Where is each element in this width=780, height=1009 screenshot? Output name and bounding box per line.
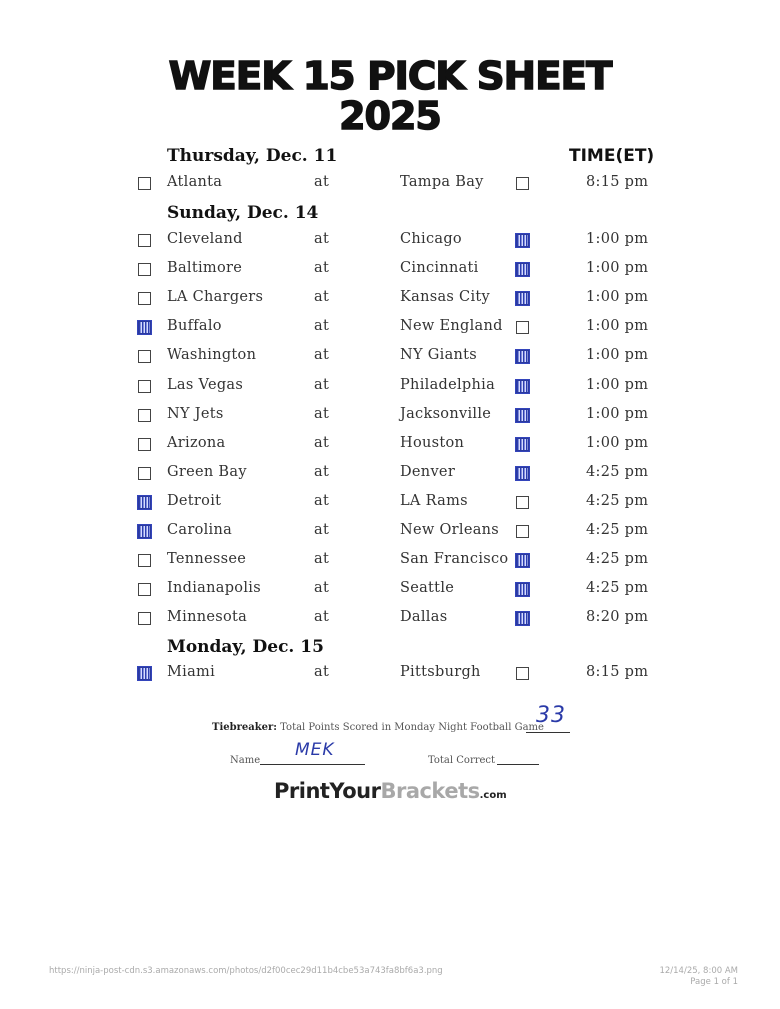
name-label: Name (230, 755, 261, 766)
at-label: at (314, 318, 330, 334)
at-label: at (314, 289, 330, 305)
at-label: at (314, 522, 330, 538)
day-header: Monday, Dec. 15 (167, 637, 324, 657)
away-team: Miami (167, 664, 216, 680)
sheet-title: WEEK 15 PICK SHEET (168, 54, 612, 98)
home-pick-checkbox[interactable] (516, 467, 529, 480)
away-pick-checkbox[interactable] (138, 380, 151, 393)
name-value: MEK (295, 740, 335, 760)
at-label: at (314, 664, 330, 680)
home-pick-checkbox[interactable] (516, 177, 529, 190)
home-team: San Francisco (400, 551, 509, 567)
home-team: LA Rams (400, 493, 468, 509)
sheet-year: 2025 (339, 94, 441, 138)
away-team: Tennessee (167, 551, 247, 567)
home-pick-checkbox[interactable] (516, 292, 529, 305)
away-pick-checkbox[interactable] (138, 438, 151, 451)
home-team: Philadelphia (400, 377, 496, 393)
home-pick-checkbox[interactable] (516, 438, 529, 451)
at-label: at (314, 551, 330, 567)
tiebreaker-title: Tiebreaker: (212, 722, 277, 733)
game-time: 1:00 pm (586, 260, 649, 276)
brand-logo (274, 779, 507, 803)
home-team: Dallas (400, 609, 448, 625)
game-time: 4:25 pm (586, 580, 649, 596)
away-pick-checkbox[interactable] (138, 263, 151, 276)
time-column-header: TIME(ET) (569, 146, 655, 166)
home-pick-checkbox[interactable] (516, 525, 529, 538)
game-row (0, 231, 780, 253)
away-team: Atlanta (167, 174, 223, 190)
game-time: 1:00 pm (586, 406, 649, 422)
game-row (0, 377, 780, 399)
tiebreaker-label (212, 722, 544, 733)
brand-part-1: PrintYour (274, 779, 381, 803)
game-time: 1:00 pm (586, 231, 649, 247)
game-row (0, 522, 780, 544)
away-pick-checkbox[interactable] (138, 525, 151, 538)
home-pick-checkbox[interactable] (516, 234, 529, 247)
away-pick-checkbox[interactable] (138, 496, 151, 509)
away-pick-checkbox[interactable] (138, 583, 151, 596)
game-row (0, 174, 780, 196)
tiebreaker-field[interactable] (526, 732, 570, 733)
home-pick-checkbox[interactable] (516, 263, 529, 276)
away-team: Baltimore (167, 260, 243, 276)
away-team: Washington (167, 347, 257, 363)
home-team: Cincinnati (400, 260, 479, 276)
away-pick-checkbox[interactable] (138, 321, 151, 334)
total-correct-field[interactable] (497, 764, 539, 765)
at-label: at (314, 377, 330, 393)
away-team: Indianapolis (167, 580, 261, 596)
game-row (0, 260, 780, 282)
footer-meta (659, 966, 738, 988)
away-team: LA Chargers (167, 289, 264, 305)
home-team: New England (400, 318, 503, 334)
game-time: 1:00 pm (586, 435, 649, 451)
total-correct-label: Total Correct (428, 755, 496, 766)
away-pick-checkbox[interactable] (138, 467, 151, 480)
game-row (0, 464, 780, 486)
game-time: 1:00 pm (586, 318, 649, 334)
footer-url: https://ninja-post-cdn.s3.amazonaws.com/photos/d2f00cec29d11b4cbe53a743fa8bf6a3.png (49, 966, 443, 976)
away-team: Detroit (167, 493, 222, 509)
day-header: Thursday, Dec. 11 (167, 146, 338, 166)
away-team: Cleveland (167, 231, 243, 247)
away-pick-checkbox[interactable] (138, 612, 151, 625)
game-row (0, 406, 780, 428)
tiebreaker-value: 33 (536, 703, 566, 728)
day-header: Sunday, Dec. 14 (167, 203, 319, 223)
at-label: at (314, 260, 330, 276)
away-pick-checkbox[interactable] (138, 350, 151, 363)
game-time: 8:15 pm (586, 664, 649, 680)
at-label: at (314, 435, 330, 451)
game-time: 8:20 pm (586, 609, 649, 625)
game-row (0, 664, 780, 686)
at-label: at (314, 493, 330, 509)
home-team: Denver (400, 464, 456, 480)
home-team: Chicago (400, 231, 462, 247)
brand-part-2: Brackets (380, 779, 480, 803)
away-pick-checkbox[interactable] (138, 177, 151, 190)
at-label: at (314, 231, 330, 247)
home-pick-checkbox[interactable] (516, 496, 529, 509)
away-team: Green Bay (167, 464, 247, 480)
game-row (0, 318, 780, 340)
away-team: Arizona (167, 435, 226, 451)
away-pick-checkbox[interactable] (138, 409, 151, 422)
game-time: 1:00 pm (586, 347, 649, 363)
home-team: Pittsburgh (400, 664, 481, 680)
game-row (0, 609, 780, 631)
home-team: New Orleans (400, 522, 500, 538)
away-pick-checkbox[interactable] (138, 292, 151, 305)
game-time: 1:00 pm (586, 289, 649, 305)
away-team: Minnesota (167, 609, 248, 625)
at-label: at (314, 464, 330, 480)
footer-date: 12/14/25, 8:00 AM (659, 966, 738, 976)
footer-page: Page 1 of 1 (690, 977, 738, 987)
away-team: Buffalo (167, 318, 222, 334)
at-label: at (314, 580, 330, 596)
game-time: 4:25 pm (586, 493, 649, 509)
home-pick-checkbox[interactable] (516, 554, 529, 567)
home-team: Seattle (400, 580, 455, 596)
away-team: NY Jets (167, 406, 224, 422)
name-field[interactable] (260, 764, 365, 765)
game-row (0, 551, 780, 573)
away-team: Las Vegas (167, 377, 244, 393)
game-row (0, 580, 780, 602)
home-pick-checkbox[interactable] (516, 321, 529, 334)
home-pick-checkbox[interactable] (516, 409, 529, 422)
game-time: 8:15 pm (586, 174, 649, 190)
game-time: 4:25 pm (586, 464, 649, 480)
away-pick-checkbox[interactable] (138, 234, 151, 247)
home-team: Kansas City (400, 289, 491, 305)
game-time: 1:00 pm (586, 377, 649, 393)
home-pick-checkbox[interactable] (516, 667, 529, 680)
home-pick-checkbox[interactable] (516, 380, 529, 393)
game-row (0, 289, 780, 311)
away-team: Carolina (167, 522, 233, 538)
home-team: NY Giants (400, 347, 478, 363)
away-pick-checkbox[interactable] (138, 554, 151, 567)
away-pick-checkbox[interactable] (138, 667, 151, 680)
home-pick-checkbox[interactable] (516, 612, 529, 625)
tiebreaker-description: Total Points Scored in Monday Night Football Game (280, 722, 544, 733)
game-time: 4:25 pm (586, 522, 649, 538)
home-pick-checkbox[interactable] (516, 350, 529, 363)
game-time: 4:25 pm (586, 551, 649, 567)
at-label: at (314, 609, 330, 625)
home-team: Houston (400, 435, 465, 451)
at-label: at (314, 406, 330, 422)
brand-part-3: .com (479, 790, 507, 801)
at-label: at (314, 174, 330, 190)
game-row (0, 493, 780, 515)
game-row (0, 435, 780, 457)
at-label: at (314, 347, 330, 363)
game-row (0, 347, 780, 369)
home-team: Tampa Bay (400, 174, 484, 190)
home-team: Jacksonville (400, 406, 492, 422)
home-pick-checkbox[interactable] (516, 583, 529, 596)
